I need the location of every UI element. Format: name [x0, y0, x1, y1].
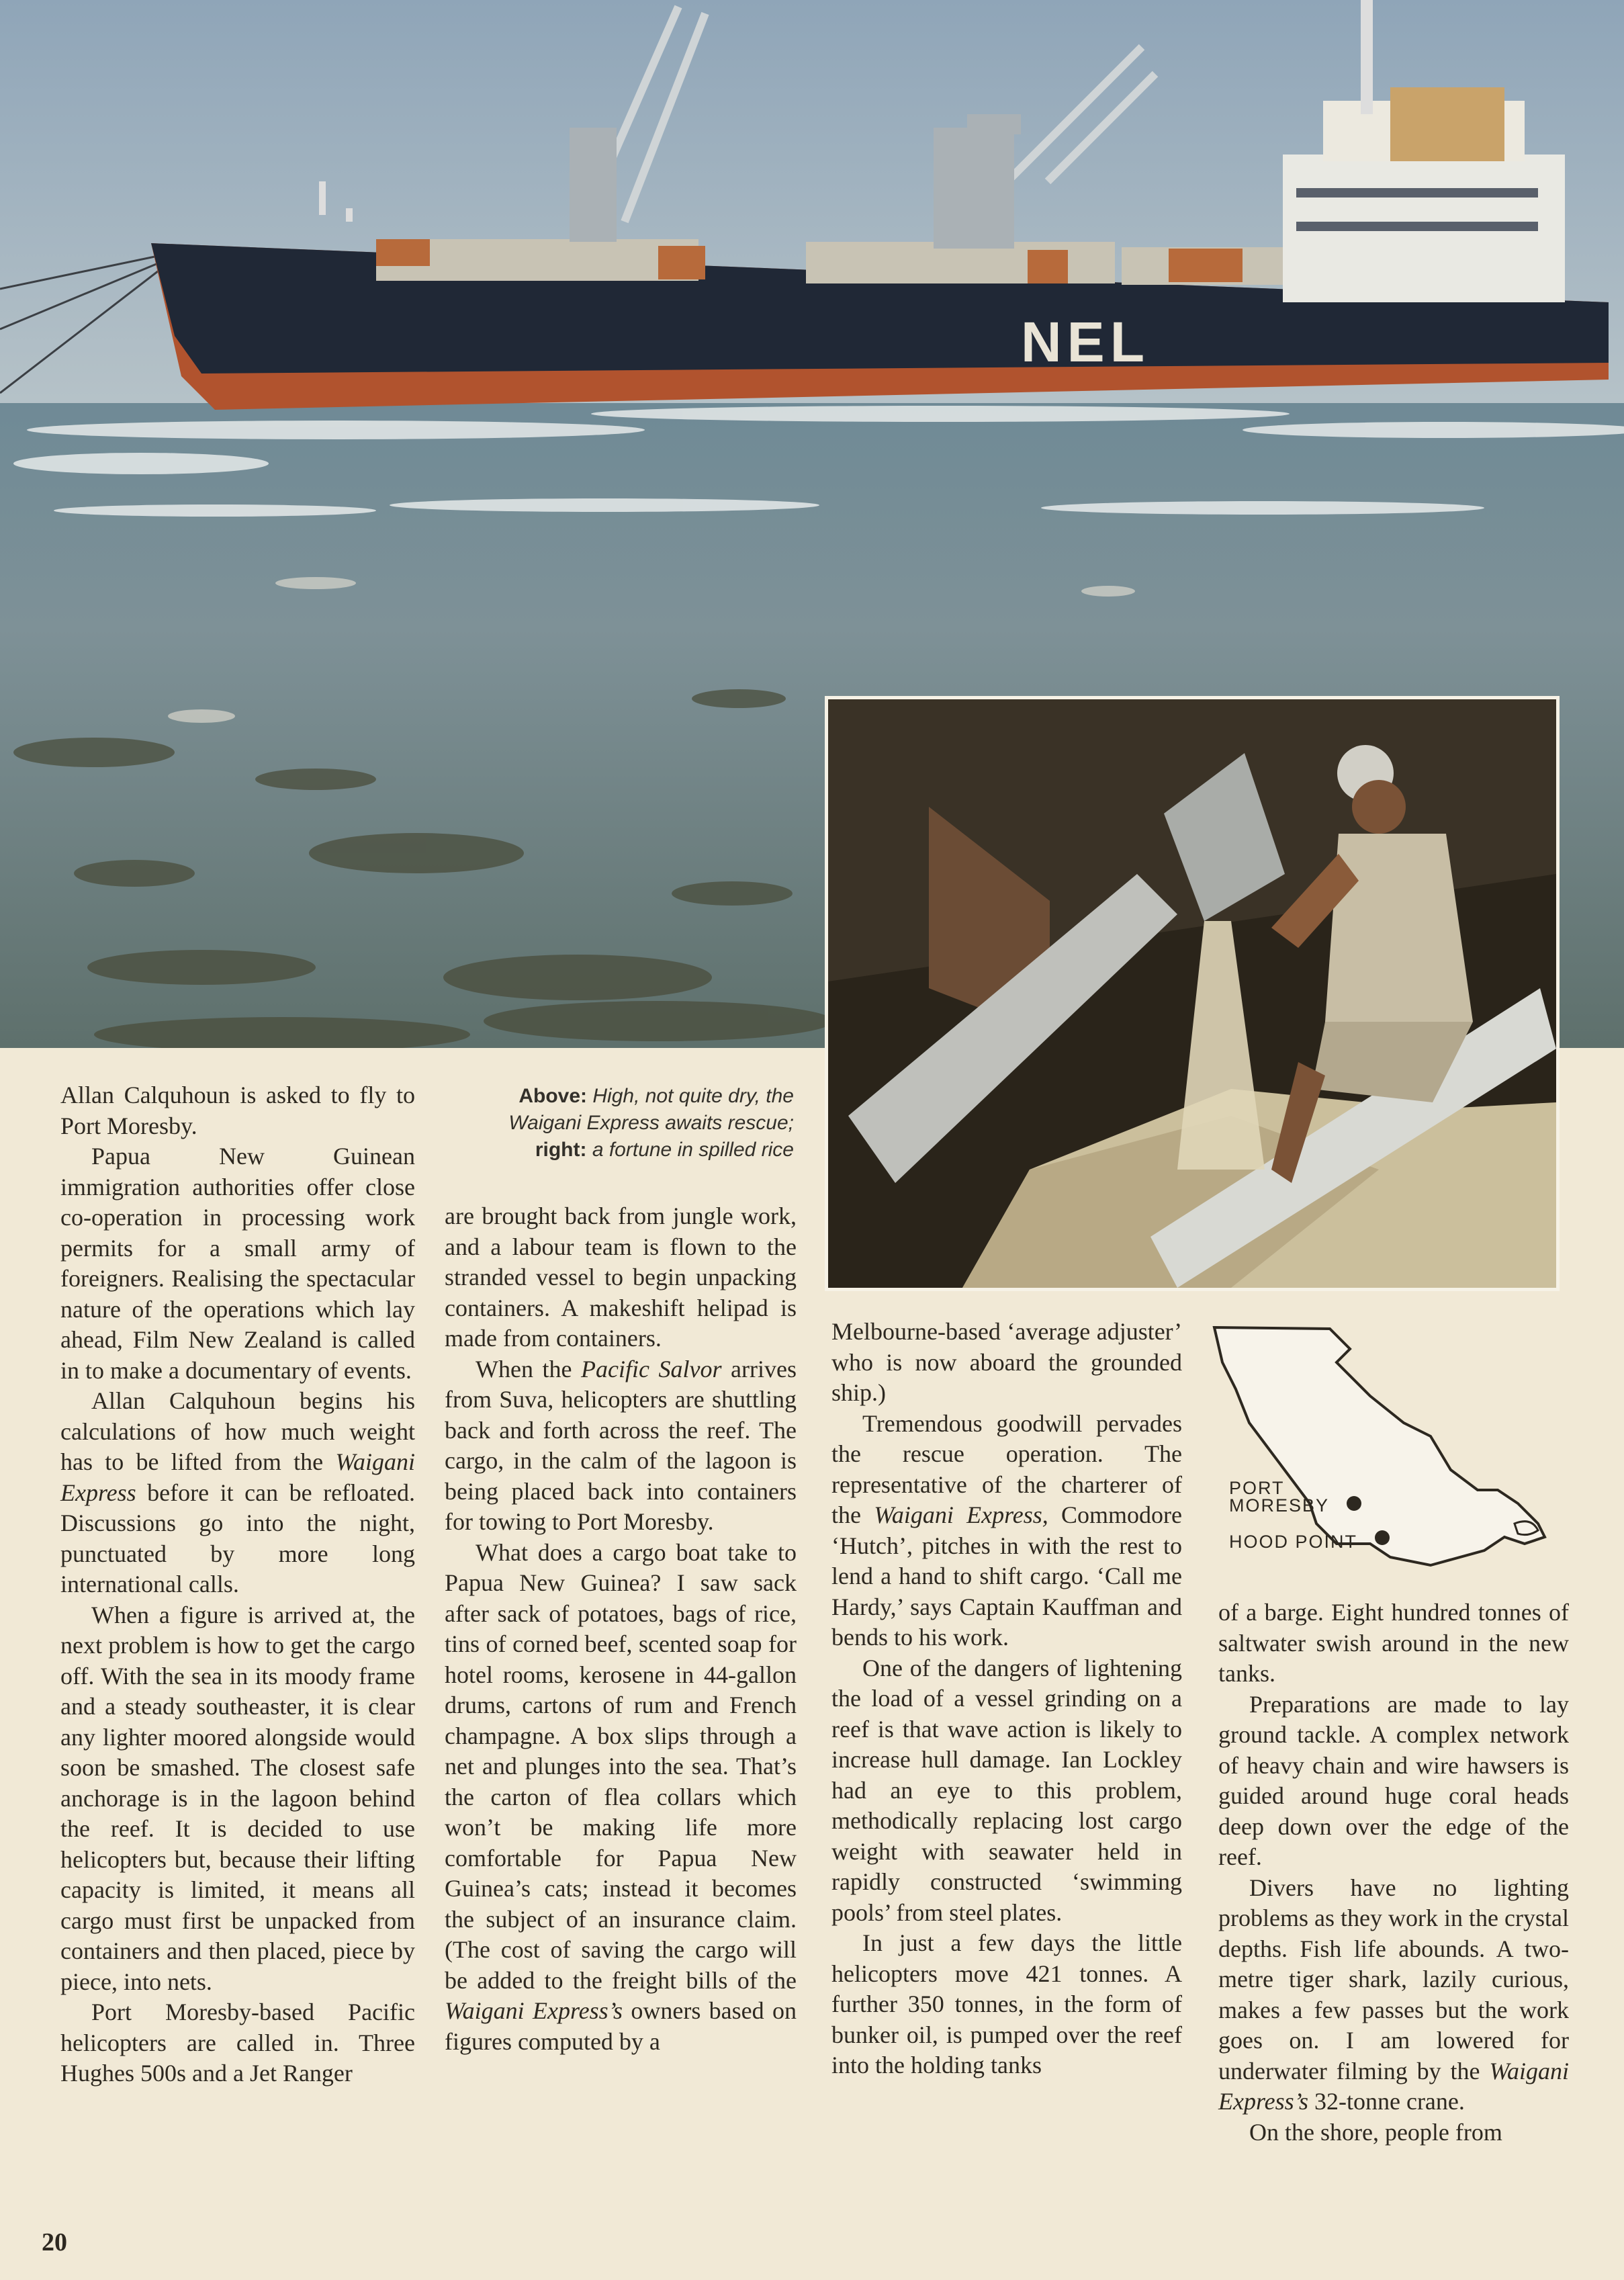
caption-right-label: right: [535, 1139, 587, 1161]
text-column-2 [445, 1201, 797, 2057]
paragraph: Allan Calquhoun begins his calculations of how much weight has to be lifted from the Waigani Express before it can be refloated. Discussions go into the night, punctuated by more long international calls. [60, 1387, 415, 1597]
page-number: 20 [42, 2228, 67, 2256]
paragraph: Preparations are made to lay ground tackle. A complex network of heavy chain and wire hawsers is guided around huge coral heads deep down over the edge of the reef. [1218, 1690, 1569, 1870]
ship-name: Waigani Express’s [1218, 2057, 1569, 2115]
ship-name: Waigani Express, [874, 1501, 1048, 1528]
hull-lettering: NEL [1021, 310, 1150, 374]
rice-photo [825, 696, 1560, 1291]
paragraph: When a figure is arrived at, the next problem is how to get the cargo off. With the sea in its moody frame and a steady southeaster, it is clear any lighter moored alongside would soon be smashed. The closest safe anchorage is in the lagoon behind the reef. It is decided to use helicopters but, because their lifting capacity is limited, it means all cargo must first be unpacked from containers and then placed, piece by piece, into nets. [60, 1601, 415, 1995]
map-label-port: PORT [1229, 1478, 1285, 1498]
location-map [1209, 1322, 1558, 1583]
paragraph: of a barge. Eight hundred tonnes of saltwater swish around in the new tanks. [1218, 1599, 1569, 1687]
caption-right-text: a fortune in spilled rice [592, 1139, 794, 1161]
paragraph: are brought back from jungle work, and a labour team is flown to the stranded vessel to begin unpacking containers. A makeshift helipad is made from containers. [445, 1202, 797, 1352]
map-label-hood-point: HOOD POINT [1229, 1532, 1358, 1552]
paragraph: Papua New Guinean immigration authorities offer close co-operation in processing work permits for a small army of foreigners. Realising the spectacular nature of the operations which lay ahead, Film New Zealand is called in to make a documentary of events. [60, 1143, 415, 1384]
paragraph: Port Moresby-based Pacific helicopters are called in. Three Hughes 500s and a Jet Ranger [60, 1999, 415, 2087]
map-label-moresby: MORESBY [1229, 1495, 1330, 1516]
text-column-4 [1218, 1597, 1569, 2148]
port-moresby-marker [1347, 1496, 1361, 1511]
paragraph: On the shore, people from [1249, 2118, 1502, 2146]
paragraph: Divers have no lighting problems as they work in the crystal depths. Fish life abounds. A two-metre tiger shark, lazily curious, makes a few passes but the work goes on. I am lowered for underwater filming by the Waigani Express’s 32-tonne crane. [1218, 1874, 1569, 2115]
paragraph: One of the dangers of lightening the load of a vessel grinding on a reef is that wave action is likely to increase hull damage. Ian Lockley had an eye to this problem, methodically replacing lost cargo weight with seawater held in rapidly constructed ‘swimming pools’ from steel plates. [831, 1654, 1182, 1926]
paragraph: Tremendous goodwill pervades the rescue operation. The representative of the charterer of the Waigani Express, Commodore ‘Hutch’, pitches in with the rest to lend a hand to shift cargo. ‘Call me Hardy,’ says Captain Kauffman and bends to his work. [831, 1409, 1182, 1651]
paragraph: Melbourne-based ‘average adjuster’ who is now aboard the grounded ship.) [831, 1318, 1182, 1406]
ship-name: Pacific Salvor [581, 1355, 722, 1383]
caption-above-text-2: Waigani Express awaits rescue; [508, 1112, 794, 1134]
paragraph: In just a few days the little helicopters move 421 tonnes. A further 350 tonnes, in the form of bunker oil, is pumped over the reef into the holding tanks [831, 1929, 1182, 2078]
paragraph: Allan Calquhoun is asked to fly to Port Moresby. [60, 1082, 415, 1139]
ship-name: Waigani Express’s [445, 1997, 623, 2024]
paragraph: When the Pacific Salvor arrives from Suva, helicopters are shuttling back and forth across the reef. The cargo, in the calm of the lagoon is being placed back into containers for towing to Port Moresby. [445, 1355, 797, 1535]
caption-above-label: Above: [518, 1085, 588, 1107]
hood-point-marker [1375, 1530, 1390, 1545]
ship-name: Waigani Express [60, 1448, 415, 1506]
caption-above-text-1: High, not quite dry, the [592, 1085, 794, 1107]
text-column-3 [831, 1317, 1182, 2081]
photo-caption [449, 1083, 794, 1164]
paragraph: What does a cargo boat take to Papua New Guinea? I saw sack after sack of potatoes, bags of rice, tins of corned beef, scented soap for hotel rooms, kerosene in 44-gallon drums, cartons of rum and French champagne. A box slips through a net and plunges into the sea. That’s the carton of flea collars which won’t be making life more comfortable for Papua New Guinea’s cats; instead it becomes the subject of an insurance claim. (The cost of saving the cargo will be added to the freight bills of the Waigani Express’s owners based on figures computed by a [445, 1538, 797, 2055]
text-column-1 [60, 1080, 415, 2089]
